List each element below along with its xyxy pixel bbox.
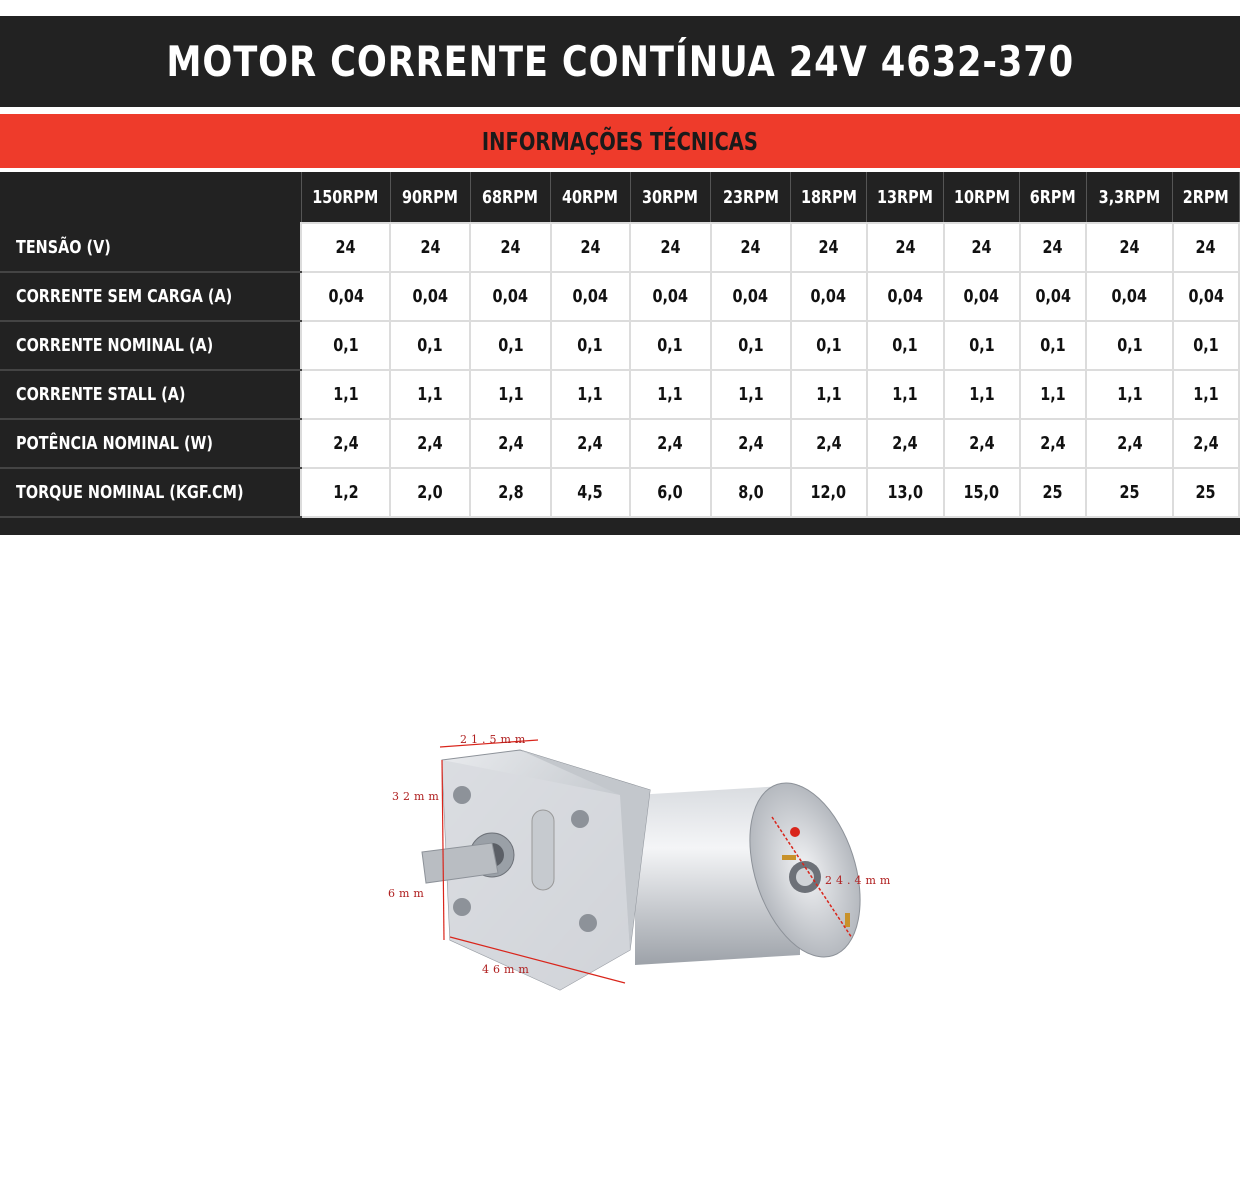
cell-value: 8,0 xyxy=(737,482,764,503)
cell-value: 25 xyxy=(1042,482,1063,503)
table-cell xyxy=(551,419,631,468)
table-cell xyxy=(470,468,550,517)
row-label-cell xyxy=(0,419,301,468)
column-header-label: 6RPM xyxy=(1029,186,1076,208)
cell-value: 6,0 xyxy=(657,482,684,503)
cell-value: 2,4 xyxy=(1040,433,1066,454)
table-cell xyxy=(301,468,390,517)
row-label: CORRENTE NOMINAL (A) xyxy=(16,335,214,356)
cell-value: 0,04 xyxy=(652,286,689,307)
column-header xyxy=(1086,172,1172,223)
cell-value: 24 xyxy=(818,237,839,258)
cell-value: 1,1 xyxy=(577,384,604,405)
page-title: MOTOR CORRENTE CONTÍNUA 24V 4632-370 xyxy=(166,37,1074,86)
table-cell xyxy=(1086,468,1172,517)
cell-value: 2,4 xyxy=(333,433,359,454)
table-cell xyxy=(470,223,550,272)
table-cell xyxy=(711,419,791,468)
column-header-label: 13RPM xyxy=(877,186,934,208)
width-dim-label: 21.5mm xyxy=(460,733,530,746)
table-cell xyxy=(791,370,867,419)
cell-value: 0,04 xyxy=(963,286,1000,307)
cell-value: 13,0 xyxy=(887,482,923,503)
table-cell xyxy=(1020,419,1087,468)
screw-1 xyxy=(453,786,471,804)
table-cell xyxy=(301,321,390,370)
table-cell xyxy=(791,468,867,517)
column-header xyxy=(791,172,867,223)
gearbox-slot xyxy=(532,810,554,890)
table-cell xyxy=(944,321,1020,370)
terminal-bottom xyxy=(845,913,850,927)
cell-value: 0,04 xyxy=(810,286,847,307)
table-cell xyxy=(1020,370,1087,419)
table-cell xyxy=(1020,223,1087,272)
cell-value: 0,1 xyxy=(892,335,918,356)
cell-value: 1,1 xyxy=(333,384,359,405)
table-cell xyxy=(944,223,1020,272)
table-cell xyxy=(1086,223,1172,272)
row-label-cell xyxy=(0,370,301,419)
table-cell xyxy=(711,272,791,321)
column-header xyxy=(470,172,550,223)
table-row xyxy=(0,321,1239,370)
column-header xyxy=(551,172,631,223)
cell-value: 2,4 xyxy=(1116,433,1143,454)
cell-value: 15,0 xyxy=(963,482,1000,503)
cell-value: 0,04 xyxy=(412,286,448,307)
cell-value: 0,1 xyxy=(1192,335,1219,356)
row-label: TENSÃO (V) xyxy=(16,236,111,258)
cell-value: 1,1 xyxy=(1192,384,1219,405)
screw-3 xyxy=(571,810,589,828)
row-label: POTÊNCIA NOMINAL (W) xyxy=(16,433,214,454)
table-cell xyxy=(390,370,470,419)
column-header xyxy=(301,172,390,223)
cell-value: 2,4 xyxy=(892,433,918,454)
cell-value: 24 xyxy=(660,237,681,258)
table-cell xyxy=(1086,370,1172,419)
cell-value: 1,1 xyxy=(497,384,524,405)
cell-value: 12,0 xyxy=(810,482,847,503)
cell-value: 0,1 xyxy=(968,335,995,356)
spec-table-container xyxy=(0,172,1240,535)
table-cell xyxy=(1173,272,1240,321)
table-cell xyxy=(390,321,470,370)
table-cell xyxy=(630,272,710,321)
table-cell xyxy=(390,272,470,321)
table-cell xyxy=(867,468,944,517)
cell-value: 25 xyxy=(1119,482,1140,503)
column-header-label: 68RPM xyxy=(482,186,539,208)
spec-table-body xyxy=(0,223,1239,517)
table-cell xyxy=(867,321,944,370)
table-cell xyxy=(944,419,1020,468)
table-cell xyxy=(1173,321,1240,370)
terminal-top xyxy=(782,855,796,860)
column-header xyxy=(944,172,1020,223)
cell-value: 0,1 xyxy=(333,335,359,356)
table-cell xyxy=(944,370,1020,419)
table-cell xyxy=(1020,272,1087,321)
column-header xyxy=(867,172,944,223)
spec-table xyxy=(0,172,1240,518)
cell-value: 24 xyxy=(580,237,601,258)
table-cell xyxy=(630,419,710,468)
table-cell xyxy=(867,272,944,321)
shaft-dim-label: 6mm xyxy=(388,887,428,900)
column-header-label: 23RPM xyxy=(722,186,779,208)
column-header-label: 40RPM xyxy=(562,186,619,208)
table-row xyxy=(0,272,1239,321)
cell-value: 1,1 xyxy=(815,384,842,405)
table-cell xyxy=(791,223,867,272)
table-cell xyxy=(791,321,867,370)
table-cell xyxy=(470,419,550,468)
cell-value: 0,1 xyxy=(497,335,524,356)
cell-value: 0,04 xyxy=(1111,286,1148,307)
column-header xyxy=(1020,172,1087,223)
column-header-label: 10RPM xyxy=(953,186,1010,208)
table-cell xyxy=(791,272,867,321)
table-cell xyxy=(630,321,710,370)
cell-value: 2,4 xyxy=(497,433,524,454)
cell-value: 24 xyxy=(420,237,441,258)
cell-value: 2,4 xyxy=(737,433,764,454)
motor-photo xyxy=(380,725,910,995)
column-header-label: 18RPM xyxy=(800,186,857,208)
table-cell xyxy=(1086,272,1172,321)
cell-value: 25 xyxy=(1195,482,1216,503)
table-cell xyxy=(630,468,710,517)
cell-value: 0,04 xyxy=(887,286,923,307)
spec-table-header xyxy=(0,172,1239,223)
column-header-label: 3,3RPM xyxy=(1098,186,1161,208)
cell-value: 2,4 xyxy=(657,433,684,454)
table-cell xyxy=(867,370,944,419)
title-banner xyxy=(0,16,1240,107)
row-label-cell xyxy=(0,468,301,517)
cell-value: 2,4 xyxy=(577,433,604,454)
subtitle-banner xyxy=(0,114,1240,168)
screw-4 xyxy=(579,914,597,932)
motor-illustration xyxy=(380,725,910,995)
table-cell xyxy=(630,223,710,272)
cell-value: 24 xyxy=(971,237,992,258)
table-cell xyxy=(301,223,390,272)
cell-value: 1,2 xyxy=(333,482,359,503)
table-cell xyxy=(390,223,470,272)
cell-value: 1,1 xyxy=(1040,384,1066,405)
cell-value: 1,1 xyxy=(1116,384,1143,405)
table-row xyxy=(0,419,1239,468)
cell-value: 0,1 xyxy=(657,335,684,356)
table-cell xyxy=(867,419,944,468)
height-dim-label: 32mm xyxy=(392,790,443,803)
column-header xyxy=(390,172,470,223)
cell-value: 2,4 xyxy=(968,433,995,454)
column-header xyxy=(711,172,791,223)
table-cell xyxy=(551,272,631,321)
cell-value: 24 xyxy=(895,237,916,258)
cell-value: 0,04 xyxy=(1035,286,1071,307)
table-cell xyxy=(944,468,1020,517)
table-cell xyxy=(301,419,390,468)
cell-value: 24 xyxy=(335,237,356,258)
table-cell xyxy=(301,272,390,321)
row-label-cell xyxy=(0,272,301,321)
cell-value: 24 xyxy=(1119,237,1140,258)
table-cell xyxy=(630,370,710,419)
table-cell xyxy=(1020,468,1087,517)
cell-value: 0,04 xyxy=(732,286,769,307)
column-header-label: 150RPM xyxy=(312,186,379,208)
column-header-label: 2RPM xyxy=(1182,186,1229,208)
cell-value: 0,1 xyxy=(577,335,604,356)
cell-value: 0,04 xyxy=(327,286,364,307)
table-cell xyxy=(551,468,631,517)
table-cell xyxy=(711,370,791,419)
diameter-dim-label: 24.4mm xyxy=(825,874,895,887)
table-row xyxy=(0,370,1239,419)
table-cell xyxy=(1086,419,1172,468)
row-label-cell xyxy=(0,321,301,370)
cell-value: 1,1 xyxy=(968,384,995,405)
column-header-label: 30RPM xyxy=(642,186,699,208)
table-cell xyxy=(301,370,390,419)
cell-value: 2,8 xyxy=(497,482,524,503)
row-label-cell xyxy=(0,223,301,272)
cell-value: 2,4 xyxy=(1192,433,1219,454)
table-cell xyxy=(470,321,550,370)
table-cell xyxy=(551,321,631,370)
cell-value: 0,1 xyxy=(815,335,842,356)
cell-value: 0,1 xyxy=(417,335,443,356)
cell-value: 2,4 xyxy=(815,433,842,454)
row-label: TORQUE NOMINAL (KGF.CM) xyxy=(16,482,244,503)
red-dot xyxy=(790,827,800,837)
header-corner xyxy=(0,172,301,223)
table-cell xyxy=(1086,321,1172,370)
cell-value: 0,04 xyxy=(572,286,609,307)
table-cell xyxy=(711,321,791,370)
cell-value: 0,1 xyxy=(1040,335,1066,356)
screw-2 xyxy=(453,898,471,916)
table-cell xyxy=(867,223,944,272)
cell-value: 0,04 xyxy=(1187,286,1224,307)
table-cell xyxy=(390,468,470,517)
column-header-label: 90RPM xyxy=(402,186,459,208)
cell-value: 2,0 xyxy=(417,482,443,503)
table-cell xyxy=(470,272,550,321)
cell-value: 24 xyxy=(1042,237,1063,258)
column-header xyxy=(630,172,710,223)
table-cell xyxy=(390,419,470,468)
length-dim-label: 46mm xyxy=(482,963,533,976)
table-cell xyxy=(711,468,791,517)
cell-value: 24 xyxy=(1195,237,1216,258)
table-cell xyxy=(551,370,631,419)
table-cell xyxy=(1020,321,1087,370)
column-header xyxy=(1173,172,1240,223)
cell-value: 1,1 xyxy=(417,384,443,405)
cell-value: 0,1 xyxy=(1116,335,1143,356)
table-cell xyxy=(1173,223,1240,272)
cell-value: 24 xyxy=(500,237,521,258)
table-cell xyxy=(1173,468,1240,517)
cell-value: 24 xyxy=(740,237,761,258)
row-label: CORRENTE STALL (A) xyxy=(16,384,186,405)
cell-value: 2,4 xyxy=(417,433,443,454)
table-cell xyxy=(711,223,791,272)
table-cell xyxy=(791,419,867,468)
table-cell xyxy=(1173,419,1240,468)
section-title: INFORMAÇÕES TÉCNICAS xyxy=(481,126,758,156)
table-cell xyxy=(1173,370,1240,419)
table-row xyxy=(0,468,1239,517)
cell-value: 4,5 xyxy=(577,482,604,503)
row-label: CORRENTE SEM CARGA (A) xyxy=(16,286,233,307)
table-cell xyxy=(944,272,1020,321)
cell-value: 1,1 xyxy=(892,384,918,405)
cell-value: 1,1 xyxy=(657,384,684,405)
table-row xyxy=(0,223,1239,272)
cell-value: 0,1 xyxy=(737,335,764,356)
cell-value: 0,04 xyxy=(492,286,529,307)
cell-value: 1,1 xyxy=(737,384,764,405)
table-cell xyxy=(470,370,550,419)
table-cell xyxy=(551,223,631,272)
